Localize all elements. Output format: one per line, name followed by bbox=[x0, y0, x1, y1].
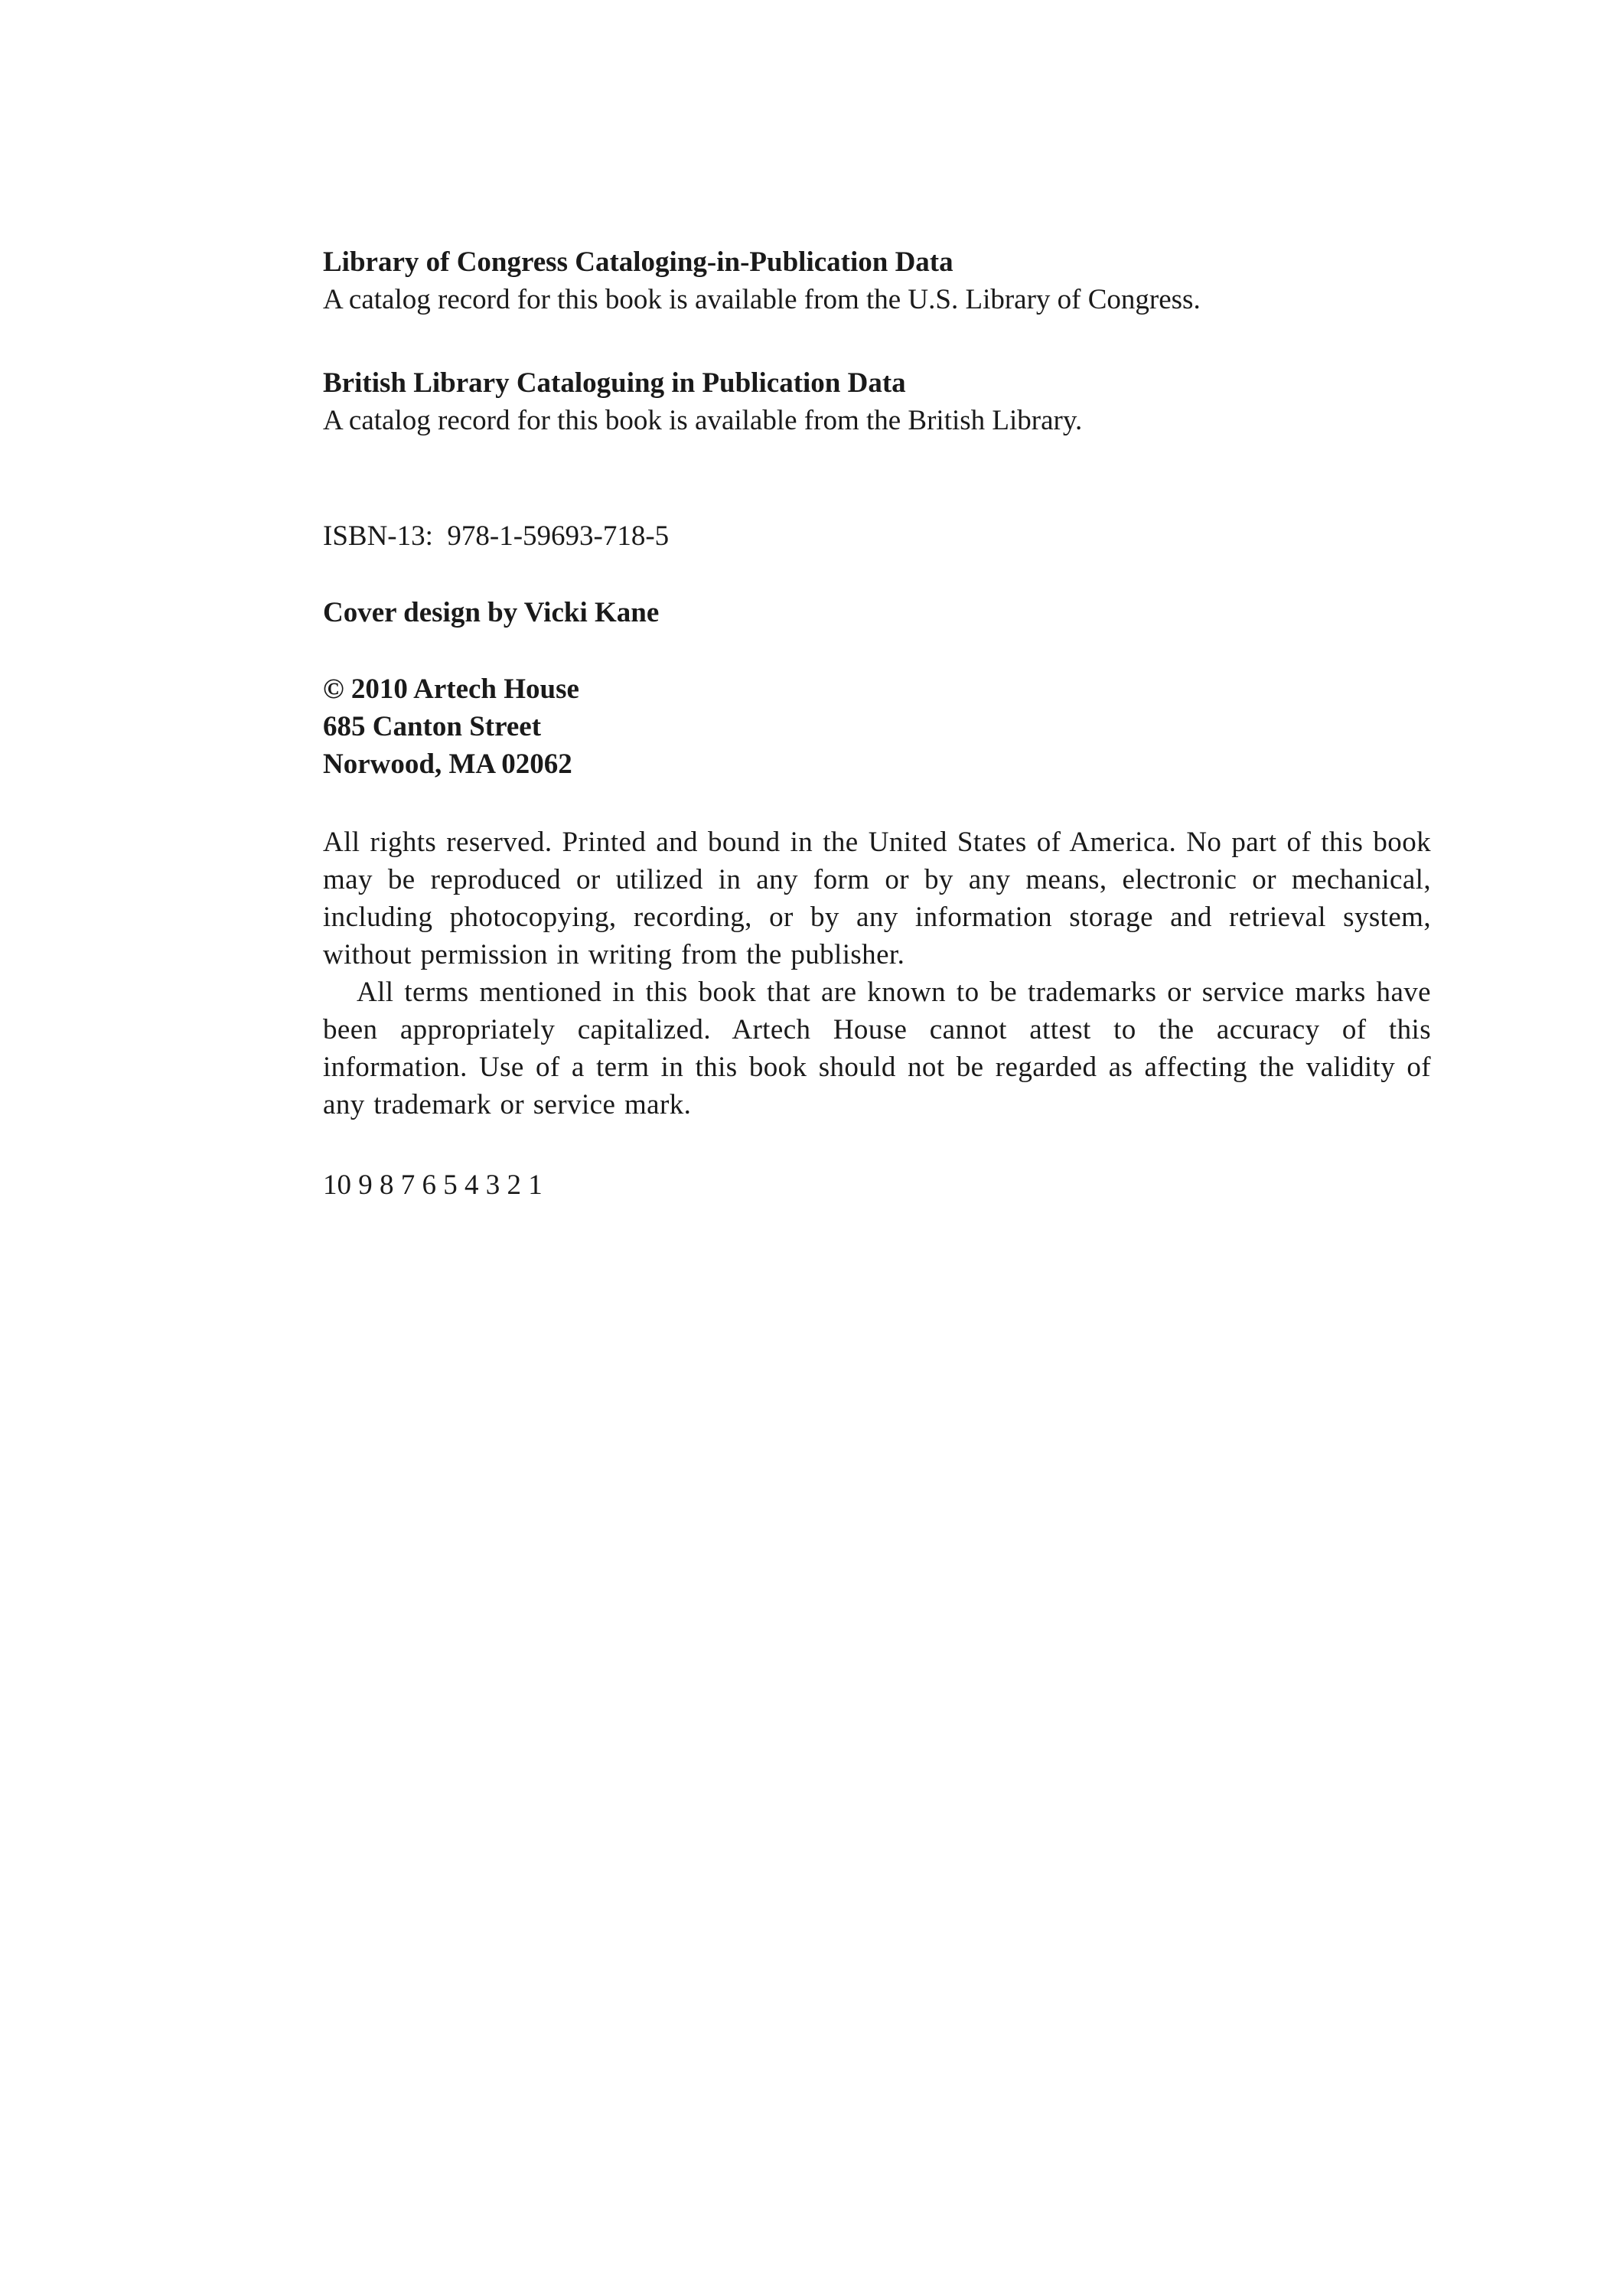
loc-cip-heading: Library of Congress Cataloging-in-Publication Data bbox=[323, 246, 953, 278]
isbn-line: ISBN-13: 978-1-59693-718-5 bbox=[323, 520, 670, 552]
publisher-address bbox=[323, 670, 1431, 783]
trademark-paragraph: All terms mentioned in this book that are known to be trademarks or service marks have been appropriately capitalized. Artech House cannot attest to the accuracy of this information. Use of a term in this book should not be regarded as affecting the validity of any trademark or service mark. bbox=[323, 977, 1431, 1120]
cover-design-section bbox=[323, 594, 1431, 631]
isbn-section bbox=[323, 517, 1431, 555]
copyright-line: © 2010 Artech House bbox=[323, 673, 579, 705]
rights-paragraph: All rights reserved. Printed and bound in the United States of America. No part of this book may be reproduced or utilized in any form or by any means, electronic or mechanical, including photocopying, recording, or by any information storage and retrieval system, without permission in writing from the publisher. bbox=[323, 827, 1431, 970]
printing-line: 10 9 8 7 6 5 4 3 2 1 bbox=[323, 1169, 543, 1201]
loc-cip-text: A catalog record for this book is available from the U.S. Library of Congress. bbox=[323, 284, 1201, 315]
british-library-heading: British Library Cataloguing in Publication Data bbox=[323, 367, 906, 399]
rights-section bbox=[323, 823, 1431, 1124]
british-library-section bbox=[323, 364, 1431, 439]
publisher-city: Norwood, MA 02062 bbox=[323, 748, 572, 780]
cover-design-credit: Cover design by Vicki Kane bbox=[323, 597, 660, 628]
printing-line-section bbox=[323, 1166, 1431, 1204]
loc-cip-section bbox=[323, 243, 1431, 318]
british-library-text: A catalog record for this book is available from the British Library. bbox=[323, 405, 1083, 436]
publisher-street: 685 Canton Street bbox=[323, 711, 542, 742]
